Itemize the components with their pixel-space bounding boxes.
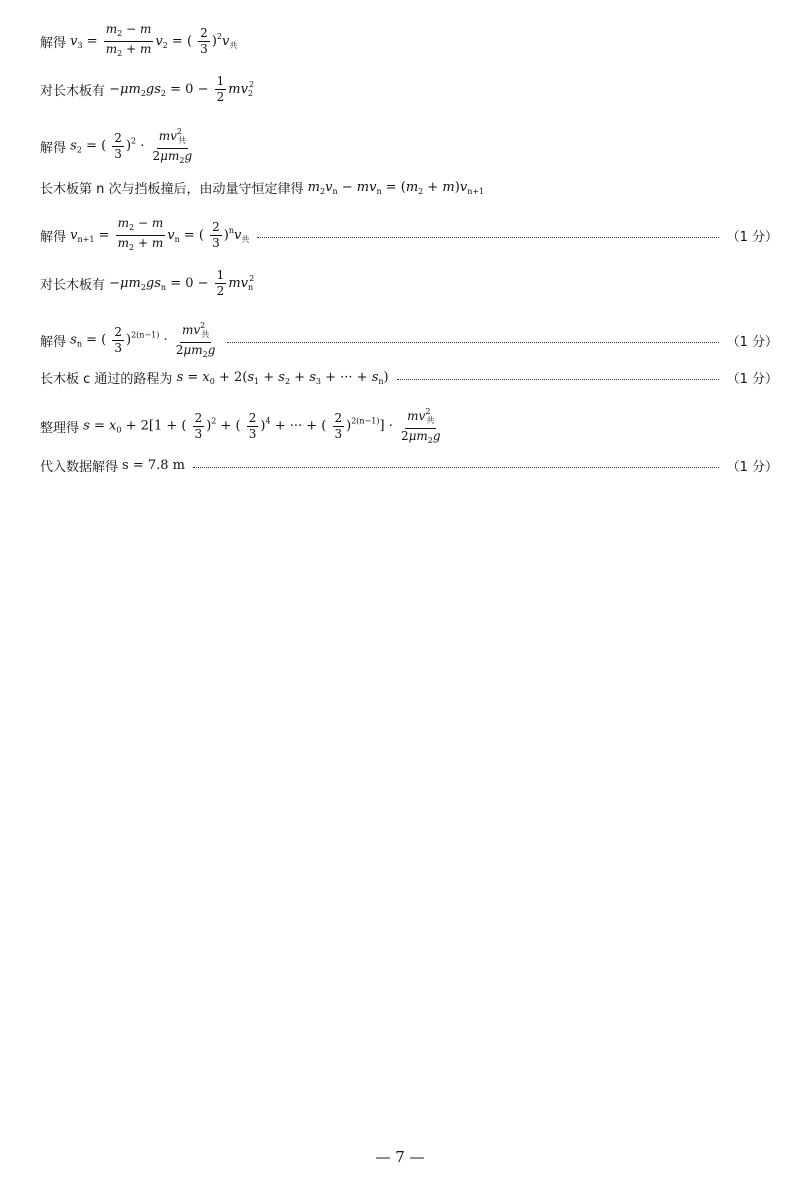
line-prefix: 整理得: [40, 420, 80, 436]
line-prefix: 解得: [40, 230, 67, 245]
score-label: （1 分）: [726, 334, 778, 350]
leader-dots: [257, 237, 718, 238]
equation-line-4: [40, 178, 778, 197]
line-text: 代入数据解得: [40, 460, 119, 475]
formula: $s = x_0 + 2(s_1 + s_2 + s_3$ + ··· + $s_n$): [176, 369, 389, 386]
equation-line-5: [40, 216, 778, 255]
equation-line-2: [40, 74, 778, 105]
formula: $s_n$ = ( $\frac{2}{3}$ )$^{2(n-1)}$ · $\frac{mv^2_共}{2\mu m_2g}$: [66, 318, 219, 362]
line-prefix: 对长木板有: [40, 278, 106, 293]
equation-line-6: [40, 268, 778, 299]
equation-line-8: [40, 368, 778, 387]
line-prefix: 解得: [40, 334, 67, 350]
formula: $s_2$ = ( $\frac{2}{3}$ )$^2$ · $\frac{mv^2_共}{2\mu m_2g}$: [66, 124, 196, 168]
page-number: — 7 —: [375, 1148, 425, 1166]
equation-line-1: [40, 22, 778, 61]
line-text: 长木板 c 通过的路程为: [40, 372, 173, 387]
formula: $s = x_0 + 2[1$ + ( $\frac{2}{3}$ )$^2$ + ( $\frac{2}{3}$ )$^4$ + ··· + ( $\frac{2}{3}$ )$^{2(n-1)}$] · $\frac{mv^2_共}{2\mu m_2g}$: [79, 404, 445, 448]
line-prefix: 对长木板有: [40, 84, 106, 99]
leader-dots: [227, 342, 718, 343]
result-value: s = 7.8 m: [122, 458, 185, 473]
score-label: （1 分）: [726, 230, 778, 245]
leader-dots: [193, 467, 719, 468]
score-label: （1 分）: [726, 372, 778, 387]
formula: $-\mu m_2gs_n = 0$ − $\frac{1}{2}$ $mv_n^2$: [105, 268, 255, 298]
line-prefix: 解得: [40, 36, 67, 51]
equation-line-9: [40, 404, 778, 448]
equation-line-3: [40, 124, 778, 168]
formula: $-\mu m_2gs_2 = 0$ − $\frac{1}{2}$ $mv_2^2$: [105, 74, 255, 104]
equation-line-10: [40, 456, 778, 475]
formula: $v_{n+1}$ = $\frac{m_2 - m}{m_2 + m}$ $v_n$ = ( $\frac{2}{3}$ )$^nv_共$: [70, 216, 250, 252]
formula: $v_3$ = $\frac{m_2 - m}{m_2 + m}$ $v_2$ = ( $\frac{2}{3}$ )$^2v_共$: [70, 22, 238, 58]
leader-dots: [397, 379, 719, 380]
line-text: 长木板第 n 次与挡板撞后，由动量守恒定律得: [40, 182, 304, 197]
formula: $m_2v_n - mv_n = (m_2 + m)v_{n+1}$: [307, 179, 485, 196]
line-prefix: 解得: [40, 140, 67, 156]
equation-line-7: [40, 318, 778, 362]
score-label: （1 分）: [726, 460, 778, 475]
